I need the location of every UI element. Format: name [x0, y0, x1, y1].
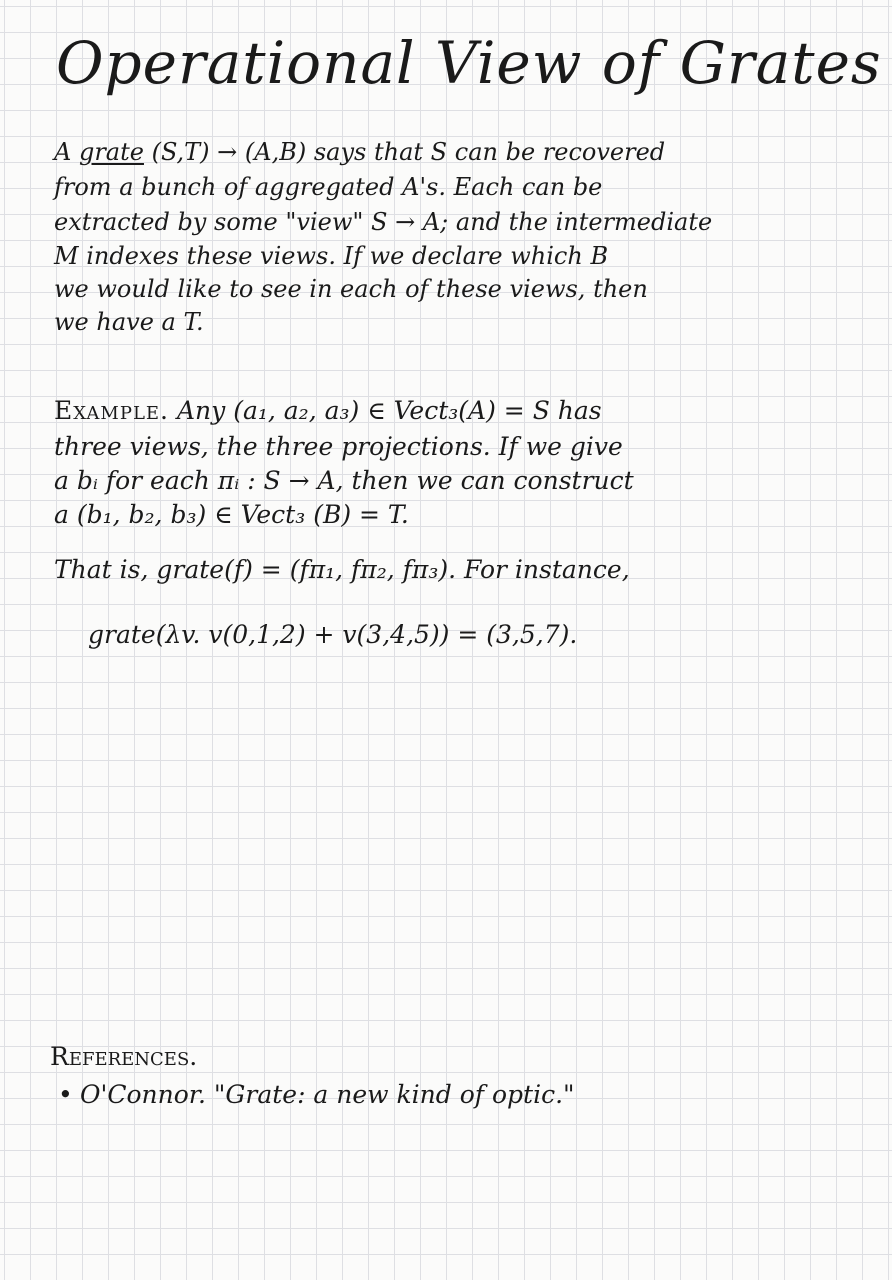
intro-line-4: M indexes these views. If we declare which B [54, 242, 609, 270]
intro-line-5: we would like to see in each of these views, then [54, 275, 648, 303]
example-label: Example. [54, 396, 170, 425]
references-heading: References. [50, 1042, 198, 1071]
instance-formula: grate(λv. v(0,1,2) + v(3,4,5)) = (3,5,7). [88, 620, 578, 649]
reference-item: • O'Connor. "Grate: a new kind of optic." [58, 1080, 575, 1109]
term-grate: grate [78, 138, 144, 166]
example-line-1: Example. Any (a₁, a₂, a₃) ∈ Vect₃(A) = S has [54, 396, 602, 425]
intro-line-3: extracted by some "view" S → A; and the intermediate [54, 208, 713, 236]
intro-line-1: A grate (S,T) → (A,B) says that S can be recovered [54, 138, 666, 166]
example-line-3: a bᵢ for each πᵢ : S → A, then we can construct [54, 466, 634, 495]
bullet-icon: • [58, 1080, 73, 1109]
intro-line-2: from a bunch of aggregated A's. Each can be [54, 173, 603, 201]
intro-line-6: we have a T. [54, 308, 204, 336]
example-line-2: three views, the three projections. If we give [54, 432, 623, 461]
that-is-line: That is, grate(f) = (fπ₁, fπ₂, fπ₃). For instance, [54, 555, 630, 584]
page-title: Operational View of Grates [56, 29, 882, 97]
example-line-4: a (b₁, b₂, b₃) ∈ Vect₃ (B) = T. [54, 500, 409, 529]
